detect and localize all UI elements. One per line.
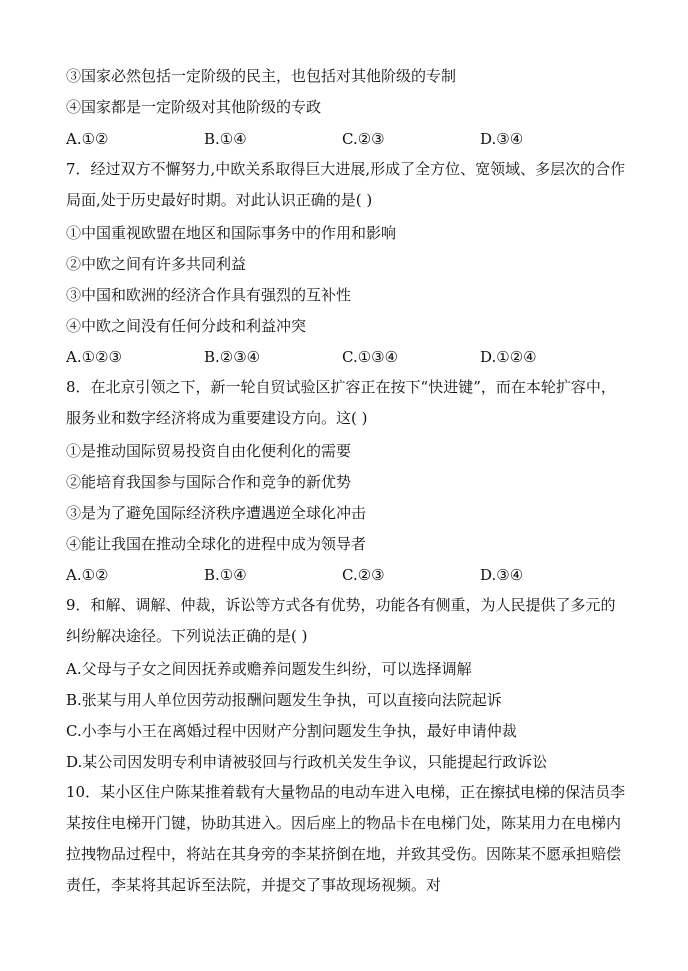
q7-statement-3: ③中国和欧洲的经济合作具有强烈的互补性 <box>66 286 352 304</box>
q7-option-c: C.①③④ <box>342 348 399 366</box>
q6-option-c: C.②③ <box>342 130 385 148</box>
q9-stem: 9．和解、调解、仲裁，诉讼等方式各有优势，功能各有侧重，为人民提供了多元的纠纷解决途径。下列说法正确的是( ) <box>66 596 616 645</box>
q8-options <box>66 565 626 585</box>
q8-option-d: D.③④ <box>480 566 524 584</box>
q6-options <box>66 129 626 149</box>
q6-option-d: D.③④ <box>480 130 524 148</box>
q9-option-d: D.某公司因发明专利申请被驳回与行政机关发生争议，只能提起行政诉讼 <box>66 753 548 771</box>
q7-option-b: B.②③④ <box>204 348 261 366</box>
q7-statement-2: ②中欧之间有许多共同利益 <box>66 255 247 273</box>
q6-option-a: A.①② <box>66 130 109 148</box>
q8-option-b: B.①④ <box>204 566 247 584</box>
q10-stem: 10．某小区住户陈某推着载有大量物品的电动车进入电梯，正在擦拭电梯的保洁员李某按住电梯开门键，协助其进入。因后座上的物品卡在电梯门处，陈某用力在电梯内拉拽物品过程中，将站在其身旁的李某挤倒在地，并致其受伤。因陈某不愿承担赔偿责任，李某将其起诉至法院，并提交了事故现场视频。对 <box>66 783 626 894</box>
q8-statement-2: ②能培育我国参与国际合作和竞争的新优势 <box>66 473 352 491</box>
q7-statement-1: ①中国重视欧盟在地区和国际事务中的作用和影响 <box>66 224 397 242</box>
q7-option-d: D.①②④ <box>480 348 537 366</box>
q8-statement-1: ①是推动国际贸易投资自由化便利化的需要 <box>66 442 352 460</box>
q6-option-b: B.①④ <box>204 130 247 148</box>
q9-option-c: C.小李与小王在离婚过程中因财产分割问题发生争执，最好申请仲裁 <box>66 722 517 740</box>
q7-options <box>66 347 626 367</box>
q8-option-a: A.①② <box>66 566 109 584</box>
q8-option-c: C.②③ <box>342 566 385 584</box>
q8-stem: 8．在北京引领之下，新一轮自贸试验区扩容正在按下“快进键”，而在本轮扩容中，服务业和数字经济将成为重要建设方向。这( ) <box>66 378 616 427</box>
q7-stem: 7．经过双方不懈努力,中欧关系取得巨大进展,形成了全方位、宽领域、多层次的合作局面,处于历史最好时期。对此认识正确的是( ) <box>66 160 626 209</box>
q7-statement-4: ④中欧之间没有任何分歧和利益冲突 <box>66 317 307 335</box>
q9-option-b: B.张某与用人单位因劳动报酬问题发生争执，可以直接向法院起诉 <box>66 691 502 709</box>
q6-statement-4: ④国家都是一定阶级对其他阶级的专政 <box>66 98 322 116</box>
q8-statement-3: ③是为了避免国际经济秩序遭遇逆全球化冲击 <box>66 504 367 522</box>
q6-statement-3: ③国家必然包括一定阶级的民主，也包括对其他阶级的专制 <box>66 67 457 85</box>
q8-statement-4: ④能让我国在推动全球化的进程中成为领导者 <box>66 535 367 553</box>
q9-option-a: A.父母与子女之间因抚养或赡养问题发生纠纷，可以选择调解 <box>66 660 472 678</box>
q7-option-a: A.①②③ <box>66 348 122 366</box>
